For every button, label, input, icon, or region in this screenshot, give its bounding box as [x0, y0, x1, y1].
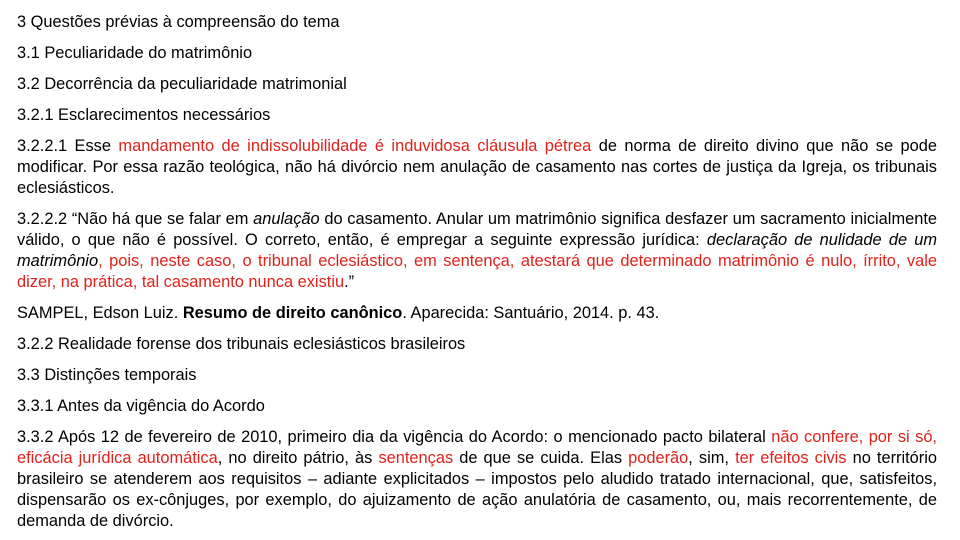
heading-3-3: 3.3 Distinções temporais: [17, 366, 197, 384]
p3-text-e: de que se cuida. Elas: [453, 449, 629, 467]
p3-highlight-poderao: poderão: [628, 449, 689, 467]
heading-3-2: 3.2 Decorrência da peculiaridade matrimonial: [17, 75, 347, 93]
p3-highlight-sentencas: sentenças: [378, 449, 454, 467]
p2-highlight: , pois, neste caso, o tribunal eclesiástico, em sentença, atestará que determinado matrimônio é nulo, írrito, vale dizer, na prática, tal casamento nunca existiu: [17, 252, 937, 291]
heading-3-2-1: 3.2.1 Esclarecimentos necessários: [17, 106, 271, 124]
paragraph-3-2-2-2: [17, 209, 937, 293]
heading-3-1: 3.1 Peculiaridade do matrimônio: [17, 44, 253, 62]
p3-highlight-nao-confere: não confere, por si só, eficácia jurídica automática: [17, 428, 937, 467]
citation-author: SAMPEL, Edson Luiz.: [17, 304, 183, 322]
p3-highlight-efeitos-civis: ter efeitos civis: [735, 449, 847, 467]
p3-text-i: no território brasileiro se atenderem aos requisitos – adiante explicitados – impostos pelo aludido tratado internacional, que, satisfeitos, dispensarão os ex-cônjuges, por exemplo, do ajuizamento de ação anulatória de casamento, ou, mais recorrentemente, de demanda de divórcio.: [17, 449, 938, 530]
p2-text-a: 3.2.2.2 “Não há que se falar em: [17, 210, 254, 228]
p1-text-c: de norma de direito divino que não se pode modificar. Por essa razão teológica, não há divórcio nem anulação de casamento nas cortes de justiça da Igreja, os tribunais eclesiásticos.: [17, 137, 937, 197]
p3-text-a: 3.3.2 Após 12 de fevereiro de 2010, primeiro dia da vigência do Acordo: o mencionado pacto bilateral: [17, 428, 772, 446]
paragraph-3-2-2-1: [17, 136, 937, 199]
heading-3-3-1: 3.3.1 Antes da vigência do Acordo: [17, 397, 265, 415]
p3-text-c: , no direito pátrio, às: [217, 449, 379, 467]
p2-text-c: do casamento. Anular um matrimônio significa desfazer um sacramento inicialmente válido, o que não é possível. O correto, então, é empregar a seguinte expressão jurídica:: [17, 210, 937, 249]
citation: [17, 303, 937, 324]
p1-text-a: 3.2.2.1 Esse: [17, 137, 119, 155]
p2-text-f: .”: [344, 273, 355, 291]
p2-italic-anulacao: anulação: [253, 210, 320, 228]
heading-3-2-2: 3.2.2 Realidade forense dos tribunais eclesiásticos brasileiros: [17, 335, 466, 353]
p2-italic-declaracao: declaração de nulidade de um matrimônio: [17, 231, 938, 270]
heading-3: 3 Questões prévias à compreensão do tema: [17, 13, 340, 31]
paragraph-3-3-2: [17, 427, 937, 532]
p1-highlight: mandamento de indissolubilidade é induvidosa cláusula pétrea: [118, 137, 592, 155]
citation-title: Resumo de direito canônico: [182, 304, 403, 322]
p3-text-g: , sim,: [688, 449, 736, 467]
citation-rest: . Aparecida: Santuário, 2014. p. 43.: [402, 304, 660, 322]
